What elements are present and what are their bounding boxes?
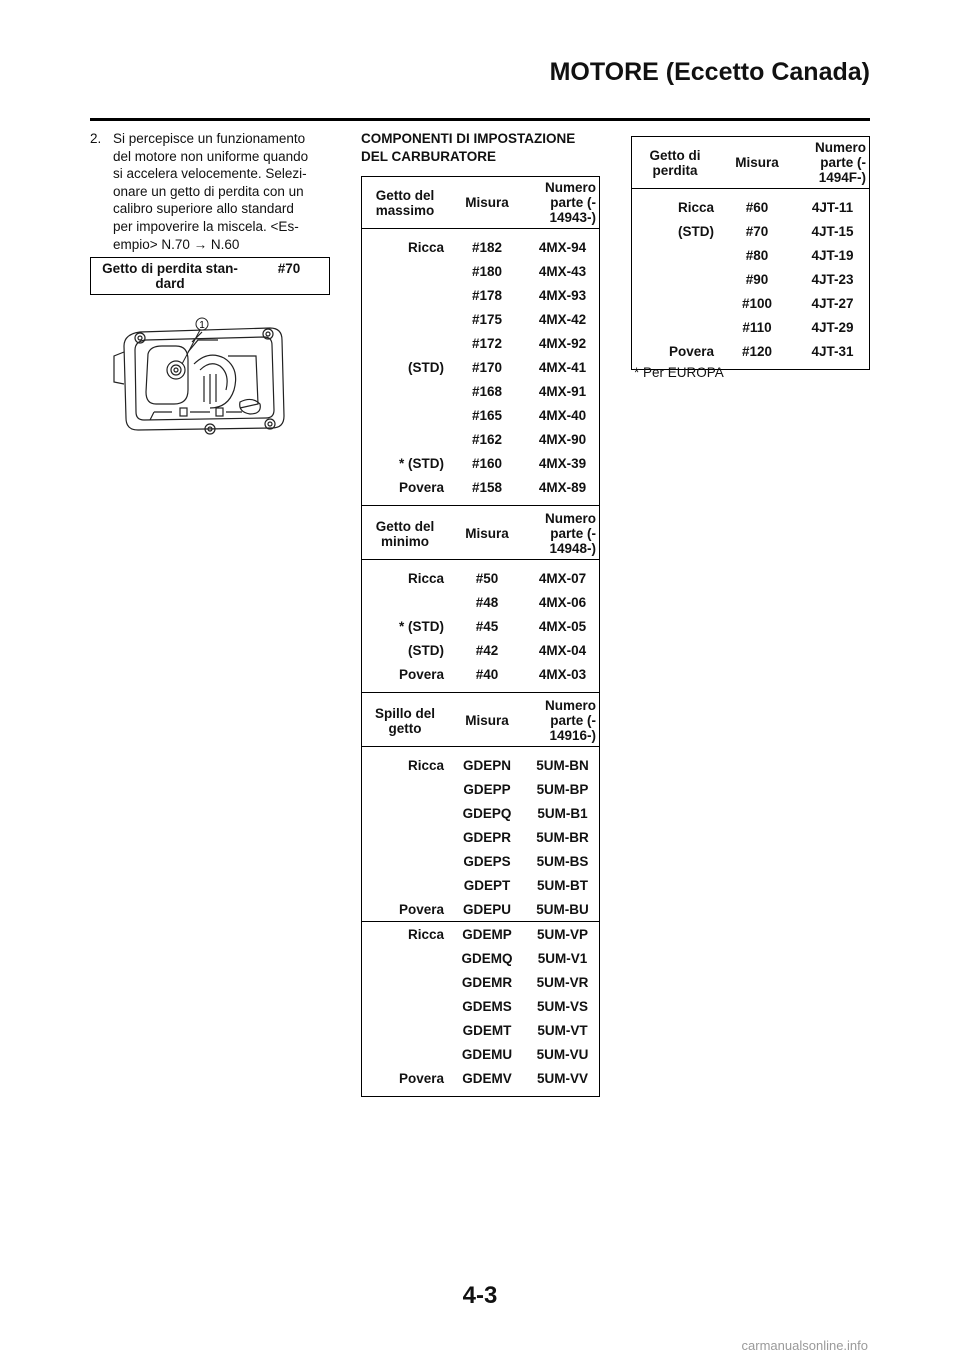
cell-grade: Ricca (407, 757, 444, 773)
cell-part: 4JT-29 (811, 319, 854, 335)
cell-part: 4JT-23 (811, 271, 854, 287)
cell-part: 4MX-06 (538, 594, 587, 610)
header-line: parte (- (820, 155, 866, 170)
spacer-row (362, 1090, 600, 1097)
cell-grade (362, 403, 449, 427)
cell-size: #178 (471, 287, 503, 303)
cell-part: 4MX-91 (538, 383, 587, 399)
cell-size: #160 (471, 455, 503, 471)
cell-part: 5UM-VT (537, 1022, 588, 1038)
header-line: Numero (544, 511, 596, 526)
header-row (362, 508, 600, 560)
cell-size: #80 (745, 247, 769, 263)
header-part (796, 137, 870, 189)
watermark: carmanualsonline.info (741, 1338, 868, 1353)
cell-grade (362, 777, 449, 801)
header-line: Numero (544, 180, 596, 195)
cell-part: 4JT-31 (811, 343, 854, 359)
table-row (362, 638, 600, 662)
table-row (362, 662, 600, 686)
cell-part: 4JT-15 (811, 223, 854, 239)
section-title-line: DEL CARBURATORE (361, 148, 497, 164)
cell-part: 4JT-27 (811, 295, 854, 311)
cell-grade (362, 849, 449, 873)
cell-size: GDEMU (461, 1046, 513, 1062)
header-line: massimo (375, 202, 435, 218)
header-line: parte (- (550, 713, 596, 728)
cell-grade (362, 379, 449, 403)
carburetor-drawing (110, 312, 290, 440)
cell-part: 5UM-BS (536, 853, 589, 869)
header-line: Getto di (649, 147, 701, 163)
section-title (361, 130, 601, 165)
table-row (632, 339, 870, 363)
cell-size: #170 (471, 359, 503, 375)
std-value: #70 (277, 261, 301, 276)
header-size: Misura (448, 695, 526, 747)
cell-grade: * (STD) (399, 618, 444, 634)
page-number: 4-3 (462, 1282, 498, 1309)
leak-jet-table (631, 136, 870, 370)
cell-size: #168 (471, 383, 503, 399)
cell-part: 4MX-89 (538, 479, 587, 495)
cell-grade (362, 801, 449, 825)
step-line: Si percepisce un funzionamento (113, 131, 306, 146)
header-line: Numero (544, 698, 596, 713)
cell-grade: (STD) (408, 359, 444, 375)
table-row (362, 825, 600, 849)
table-row (362, 873, 600, 897)
header-size: Misura (718, 137, 796, 189)
header-grade (362, 695, 449, 747)
cell-size: #110 (742, 319, 772, 335)
header-line: Spillo del (374, 705, 435, 721)
cell-size: #162 (471, 431, 503, 447)
cell-size: #90 (745, 271, 769, 287)
header-line: getto (388, 720, 422, 736)
cell-grade: Ricca (677, 199, 714, 215)
step-line: onare un getto di perdita con un (113, 183, 304, 199)
cell-grade (362, 873, 449, 897)
cell-grade (632, 267, 719, 291)
cell-size: GDEMS (462, 998, 512, 1014)
cell-part: 5UM-VS (536, 998, 588, 1014)
cell-part: 4MX-05 (538, 618, 587, 634)
cell-grade (362, 1042, 449, 1066)
table-row (362, 566, 600, 590)
cell-grade: Povera (398, 1070, 444, 1086)
main-jet-section (362, 177, 600, 506)
cell-grade (362, 1018, 449, 1042)
cell-part: 5UM-BN (536, 757, 589, 773)
cell-part: 4MX-42 (538, 311, 587, 327)
cell-size: GDEPQ (462, 805, 512, 821)
table-row (362, 235, 600, 259)
cell-grade (362, 427, 449, 451)
table-row (362, 331, 600, 355)
cell-grade: Povera (668, 343, 714, 359)
header-rule (90, 118, 870, 121)
header-row (362, 695, 600, 747)
cell-part: 4MX-90 (538, 431, 587, 447)
jet-needle-section (362, 693, 600, 1097)
cell-grade (362, 331, 449, 355)
header-line: 14948-) (549, 541, 596, 556)
table-row (362, 379, 600, 403)
table-row (362, 897, 600, 922)
cell-size: #165 (471, 407, 503, 423)
table-row (362, 970, 600, 994)
cell-size: #42 (475, 642, 499, 658)
cell-size: GDEMQ (461, 950, 513, 966)
cell-size: GDEPU (462, 901, 511, 917)
cell-size: GDEPS (463, 853, 511, 869)
cell-grade: Ricca (407, 570, 444, 586)
std-label-line: Getto di perdita stan- (102, 261, 238, 276)
step-text (113, 130, 330, 253)
step-line: si accelera velocemente. Selezi- (113, 166, 307, 182)
cell-grade: Ricca (407, 926, 444, 942)
table-row (362, 1066, 600, 1090)
cell-size: #182 (471, 239, 503, 255)
table-row (362, 427, 600, 451)
cell-part: 4MX-39 (538, 455, 587, 471)
cell-size: #40 (475, 666, 499, 682)
cell-part: 5UM-VR (536, 974, 589, 990)
callout-1: 1 (199, 320, 205, 331)
cell-part: 4MX-41 (538, 359, 587, 375)
header-grade (362, 508, 449, 560)
table-row (362, 994, 600, 1018)
header-line: Numero (814, 140, 866, 155)
step-number: 2. (90, 131, 102, 146)
carburetor-settings-table (361, 176, 600, 1097)
cell-grade (362, 590, 449, 614)
cell-part: 4JT-19 (811, 247, 854, 263)
header-line: minimo (380, 533, 429, 549)
cell-size: #70 (745, 223, 769, 239)
cell-part: 5UM-B1 (537, 805, 588, 821)
cell-part: 5UM-VV (536, 1070, 588, 1086)
cell-size: #172 (471, 335, 503, 351)
cell-size: GDEMT (462, 1022, 512, 1038)
step-line: empio> N.70 → N.60 (113, 236, 240, 252)
cell-size: #45 (475, 618, 499, 634)
cell-part: 4MX-03 (538, 666, 587, 682)
table-row (362, 355, 600, 379)
cell-grade: Povera (398, 666, 444, 682)
table-row (362, 475, 600, 499)
step-line: calibro superiore allo standard (113, 201, 294, 217)
header-line: Getto del (375, 187, 435, 203)
instruction-step (90, 130, 330, 253)
cell-size: #120 (741, 343, 773, 359)
cell-size: #100 (741, 295, 773, 311)
table-row (362, 451, 600, 475)
cell-size: GDEPR (462, 829, 511, 845)
header-line: parte (- (550, 195, 596, 210)
table-row (362, 849, 600, 873)
cell-part: 5UM-BR (536, 829, 589, 845)
table-row (362, 283, 600, 307)
cell-grade (362, 259, 449, 283)
cell-size: #180 (471, 263, 503, 279)
header-part (526, 695, 600, 747)
header-grade (362, 177, 449, 229)
cell-part: 5UM-BU (536, 901, 589, 917)
cell-size: #50 (475, 570, 499, 586)
cell-part: 4MX-94 (538, 239, 587, 255)
table-row (632, 195, 870, 219)
table-row (362, 614, 600, 638)
cell-grade: Povera (398, 479, 444, 495)
table-row (362, 801, 600, 825)
cell-grade (632, 315, 719, 339)
header-line: 1494F-) (818, 170, 866, 185)
table-row (362, 777, 600, 801)
header-row (632, 137, 870, 189)
cell-part: 4MX-07 (538, 570, 587, 586)
cell-size: #175 (471, 311, 503, 327)
step-line: per impoverire la miscela. <Es- (113, 218, 299, 234)
cell-part: 4MX-43 (538, 263, 587, 279)
header-grade (632, 137, 719, 189)
cell-size: GDEPT (463, 877, 511, 893)
cell-size: GDEMP (462, 926, 512, 942)
cell-grade (362, 970, 449, 994)
header-part (526, 177, 600, 229)
cell-grade: Povera (398, 901, 444, 917)
table-row (362, 307, 600, 331)
cell-size: #60 (745, 199, 769, 215)
table-row (632, 219, 870, 243)
cell-size: GDEMV (462, 1070, 512, 1086)
header-size: Misura (448, 177, 526, 229)
table-row (362, 1018, 600, 1042)
std-label-line: dard (155, 276, 185, 291)
cell-part: 5UM-VU (536, 1046, 589, 1062)
cell-grade: (STD) (408, 642, 444, 658)
table-row (632, 243, 870, 267)
table-row (632, 267, 870, 291)
header-size: Misura (448, 508, 526, 560)
section-title-line: COMPONENTI DI IMPOSTAZIONE (361, 131, 576, 146)
footnote: * Per EUROPA (634, 365, 724, 380)
cell-part: 5UM-VP (536, 926, 588, 942)
cell-grade (362, 946, 449, 970)
table-row (632, 315, 870, 339)
cell-grade (362, 283, 449, 307)
cell-part: 4MX-92 (538, 335, 587, 351)
cell-part: 5UM-BP (536, 781, 589, 797)
cell-part: 4MX-93 (538, 287, 587, 303)
cell-grade (362, 994, 449, 1018)
table-row (362, 1042, 600, 1066)
table-row (362, 259, 600, 283)
std-label (91, 258, 250, 295)
table-row (362, 946, 600, 970)
cell-part: 4JT-11 (811, 199, 854, 215)
cell-size: #48 (475, 594, 499, 610)
cell-grade (632, 243, 719, 267)
cell-grade (362, 825, 449, 849)
cell-grade (632, 291, 719, 315)
table-row (362, 403, 600, 427)
cell-size: GDEPP (463, 781, 511, 797)
cell-part: 5UM-V1 (537, 950, 588, 966)
header-line: 14943-) (549, 210, 596, 225)
table-row (362, 753, 600, 777)
cell-size: #158 (471, 479, 503, 495)
cell-grade: * (STD) (399, 455, 444, 471)
cell-part: 5UM-BT (537, 877, 588, 893)
cell-grade: Ricca (407, 239, 444, 255)
cell-size: GDEPN (462, 757, 511, 773)
table-row (632, 291, 870, 315)
header-line: 14916-) (549, 728, 596, 743)
standard-leak-jet-box (90, 257, 330, 295)
header-part (526, 508, 600, 560)
header-line: parte (- (550, 526, 596, 541)
cell-grade (362, 307, 449, 331)
cell-grade: (STD) (678, 223, 714, 239)
page-title: MOTORE (Eccetto Canada) (549, 58, 870, 86)
header-row (362, 177, 600, 229)
table-row (362, 590, 600, 614)
cell-part: 4MX-40 (538, 407, 587, 423)
step-line: del motore non uniforme quando (113, 148, 309, 164)
cell-size: GDEMR (461, 974, 513, 990)
header-line: Getto del (375, 518, 435, 534)
table-row (362, 922, 600, 947)
cell-part: 4MX-04 (538, 642, 587, 658)
pilot-jet-section (362, 506, 600, 693)
leak-jet-section (632, 137, 870, 370)
header-line: perdita (652, 162, 698, 178)
